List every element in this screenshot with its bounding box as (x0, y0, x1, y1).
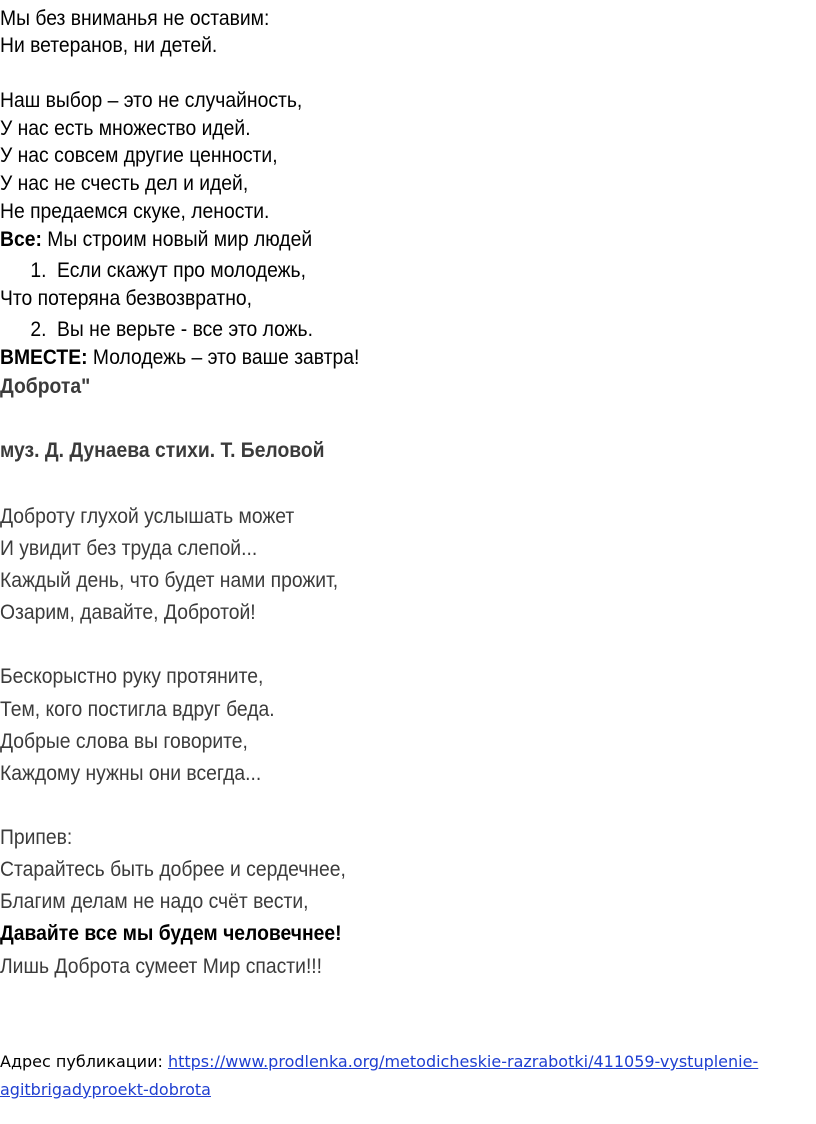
publication-address-cont (0, 1079, 211, 1101)
publication-link[interactable]: https://www.prodlenka.org/metodicheskie-razrabotki/411059-vystuplenie- (167, 1052, 759, 1071)
together-label: ВМЕСТЕ: (0, 346, 88, 369)
poem-line: Что потеряна безвозвратно, (0, 287, 252, 310)
verse-line: Доброту глухой услышать может (0, 505, 295, 528)
list-text: Вы не верьте - все это ложь. (57, 318, 313, 341)
publication-label: Адрес публикации: (0, 1052, 168, 1071)
together-text: Молодежь – это ваше завтра! (87, 346, 360, 369)
verse-line: Бескорыстно руку протяните, (0, 665, 264, 688)
list-text: Если скажут про молодежь, (57, 259, 307, 282)
verse-line: И увидит без труда слепой... (0, 537, 258, 560)
verse-line: Озарим, давайте, Добротой! (0, 601, 256, 624)
poem-line: Мы без вниманья не оставим: (0, 7, 270, 30)
publication-address (0, 1051, 758, 1073)
chorus-label: Припев: (0, 826, 73, 849)
poem-line: Ни ветеранов, ни детей. (0, 34, 218, 57)
poem-line: Не предаемся скуке, лености. (0, 200, 270, 223)
poem-line: У нас не счесть дел и идей, (0, 172, 249, 195)
chorus-line: Старайтесь быть добрее и сердечнее, (0, 858, 346, 881)
chorus-line: Лишь Доброта сумеет Мир спасти!!! (0, 955, 323, 978)
verse-line: Каждому нужны они всегда... (0, 762, 262, 785)
verse-line: Тем, кого постигла вдруг беда. (0, 698, 275, 721)
poem-line: Наш выбор – это не случайность, (0, 89, 303, 112)
publication-link-cont[interactable]: agitbrigadyproekt-dobrota (0, 1080, 211, 1099)
list-number: 2. (30, 318, 47, 341)
poem-line: У нас есть множество идей. (0, 117, 251, 140)
all-line (0, 227, 312, 253)
verse-line: Каждый день, что будет нами прожит, (0, 569, 339, 592)
song-credits: муз. Д. Дунаева стихи. Т. Беловой (0, 439, 325, 462)
chorus-line: Благим делам не надо счёт вести, (0, 890, 309, 913)
list-number: 1. (30, 259, 47, 282)
verse-line: Добрые слова вы говорите, (0, 730, 248, 753)
all-label: Все: (0, 228, 42, 251)
poem-line: У нас совсем другие ценности, (0, 144, 278, 167)
together-line (0, 345, 359, 371)
chorus-line-bold: Давайте все мы будем человечнее! (0, 922, 342, 945)
all-text: Мы строим новый мир людей (41, 228, 313, 251)
song-title: Доброта" (0, 375, 91, 398)
